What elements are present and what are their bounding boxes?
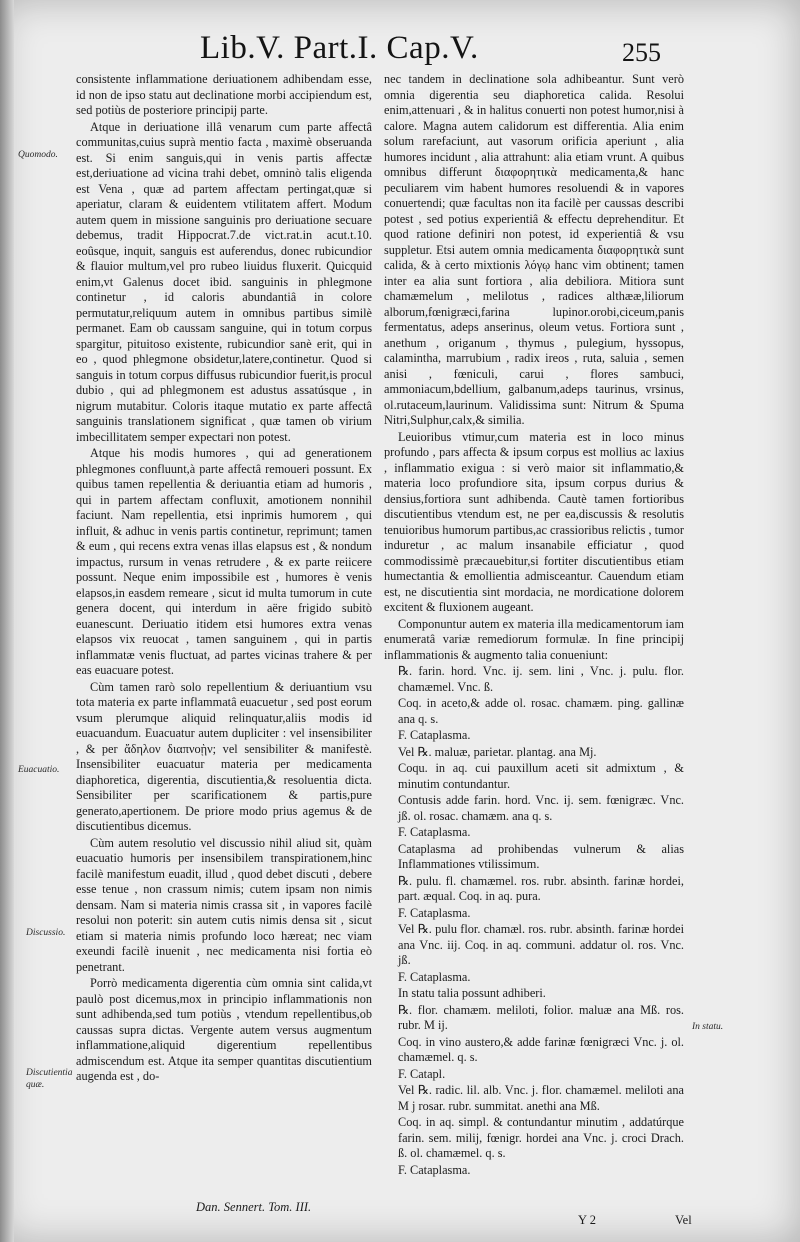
recipe-line: Coq. in aceto,& adde ol. rosac. chamæm. ping. gallinæ ana q. s.	[398, 696, 684, 726]
author-volume-line: Dan. Sennert. Tom. III.	[196, 1200, 312, 1214]
recipe-line: Coqu. in aq. cui pauxillum aceti sit admixtum , & minutim contundantur.	[398, 761, 684, 791]
left-column	[76, 72, 372, 1086]
recipe-line: ℞. farin. hord. Vnc. ij. sem. lini , Vnc. j. pulu. flor. chamæmel. Vnc. ß.	[398, 664, 684, 694]
paragraph: Atque in deriuatione illâ venarum cum parte affectâ communitas,cuius suprà mentio facta , maximè obseruanda est. Si enim sanguis,qui in venis partis affectæ est,deriuatione ad vicina trahi debet, omninò talis eligenda est Vena , quæ ad partem affectam pertingat,quæ si aperiatur, claram & euidentem vtilitatem affert. Modum autem quem in missione sanguinis pro deriuatione secuare debemus, tradit Hippocrat.7.de vict.rat.in acut.t.10. eoûsque, inquit, sanguis est auferendus, donec rubicundior & flauior multum,vel pro rubeo liuidus fluxerit. Quicquid enim,vt Galenus docet ibid. sanguinis in phlegmone continetur , id caloris abundantiâ in colore permutatur,reliquum autem in omnibus partibus similè permanet. Eam ob caussam sanguine, qui in totum corpus spargitur, pituitoso existente, rubicundior sanè erit, qui in eo , quod phlegmone obsidetur,latere,continetur. Quod si sanguis in totum corpus diffusus rubicundior fuerit,is procul dubio , qui ad phlegmonem est adustus assatúsque , in nigrum mutabitur. Coloris itaque mutatio ex parte affectâ sanguinis translationem significat , quæ tamen ob virium imbecillitatem semper expectari non potest.	[76, 119, 372, 444]
right-column	[384, 72, 684, 1179]
recipe-line: F. Cataplasma.	[398, 825, 471, 839]
recipe-line: Coq. in vino austero,& adde farinæ fœnigræci Vnc. j. ol. chamæmel. q. s.	[398, 1034, 684, 1064]
paragraph: Leuioribus vtimur,cum materia est in loco minus profundo , pars affecta & ipsum corpus est mollius ac laxius , inflammatio exigua : si verò maior sit inflammatio,& materia loco profundiore sita, ipsum corpus durius & densius,fortiora sunt adhibenda. Cautè tamen fortioribus discutientibus vtendum est, ne per ea,discussis & resolutis tenuioribus humorum partibus,ac crassioribus relictis , tumor induretur , ac malum insanabile efficiatur , quod commodissimè præcauebitur,si fortiter discutientibus etiam humectantia & emollientia admisceantur. Cauendum etiam est, ne discutientia sint mordacia, ne mordicatione dolorem excitent & fluxionem augeant.	[384, 429, 684, 614]
paragraph: Cùm tamen rarò solo repellentium & deriuantium vsu tota materia ex parte inflammatâ euacuetur , sed post eorum vsum plerumque aliquid relinquatur,aliis modis id euacuandum. Euacuatur autem dupliciter : vel insensibiliter , & per ἄδηλον διαπνοῂν; vel sensibiliter & manifestè. Insensibiliter euacuatur materia per medicamenta diaphoretica, digerentia, discutientia,& resoluentia dicta. Sensibiliter per scarificationem & partis,pure generato,apertionem. De priore modo prius agemus & de discutientibus dicemus.	[76, 679, 372, 833]
paragraph: Atque his modis humores , qui ad generationem phlegmones confluunt,à parte affectâ remoueri possunt. Ex quibus tamen repellentia & deriuantia etiam ad humoris , qui in partem affectam confluxit, amotionem nonnihil faciunt. Nam repellentia, etsi inprimis humorem , qui influit, & adhuc in venis partis continetur, reprimunt; tamen & eum , qui recens extra venas illas elapsus est , & nondum impactus, rursum in venas retrudere , & ex parte reiicere possunt. Neque enim impossibile est , humores è venis elapsos,in easdem remeare , sicut id multa tumorum in cute genera docent, qui interdum in aëre frigido subitò euanescunt. Deriuatio itidem etsi humores extra venas elapsos vix reuocat , tamen sanguinem , qui in partis inflammatæ venis fluctuat, ad partes vicinas trahere & per eas euacuare potest.	[76, 446, 372, 677]
recipe-line: ℞. pulu. fl. chamæmel. ros. rubr. absinth. farinæ hordei, part. æqual. Coq. in aq. pura.	[398, 873, 684, 903]
recipe-line: F. Cataplasma.	[398, 905, 471, 920]
recipe-line: F. Cataplasma.	[398, 1162, 471, 1177]
margin-note-evacuatio: Euacuatio.	[18, 765, 60, 775]
paragraph: nec tandem in declinatione sola adhibeantur. Sunt verò omnia digerentia seu diaphoretica calida. Resolui enim,attenuari , & in halitus conuerti non potest humor,nisi à calore. Magna autem calidorum est differentia. Alia enim solum rarefaciunt, aut vasorum orificia aperiunt , alia humores incidunt , alia attrahunt: alia etiam vrunt. A quibus omnibus differunt διαφορητικὰ medicamenta,& hanc peculiarem vim habent humores resoluendi & in vapores conuertendi; quæ facultas non ita facilè per caussas describi potest , sed potius experientiâ & effectu deprehenditur. Et quod ratione definiri non potest, id experientiâ & vsu suppletur. Etsi autem omnia medicamenta διαφορητικὰ sunt calida, & à certo mixtionis λόγῳ hanc vim obtinent; tamen inter ea alia sunt fortiora , alia debiliora. Mitiora sunt chamæmelum , melilotus , radices althææ,liliorum alborum,fœnigræci,farina lupinor.orobi,ciceum,panis fermentatus, adeps anserinus, oleum vetus. Fortiora sunt , anethum , origanum , thymus , pulegium, hyssopus, calamintha, marrubium , radix ireos , ruta, saluia , semen anisi , fœniculi, carui , flores sambuci, ammoniacum,bdellium, galbanum,adeps taurinus, vrsinus, ol.rutaceum,laurinum. Validissima sunt: Nitrum & Spuma Nitri,Sulphur,calx,& similia.	[384, 72, 684, 427]
paragraph: consistente inflammatione deriuationem adhibendam esse, id non de ipso statu aut declinatione morbi accipiendum est, sed potiùs de posteriore principij parte.	[76, 72, 372, 117]
signature-mark: Y 2	[578, 1213, 596, 1227]
paragraph: Cùm autem resolutio vel discussio nihil aliud sit, quàm euacuatio humoris per insensibilem transpirationem,hinc facilè manifestum euadit, illud , quod debet discuti , debere esse tenue , non crassum nimis; cutem ipsam non nimis densam. Nam si materia nimis crassa sit , in vapores facilè resolui non poterit: sin autem cutis nimis densa sit , sicut etiam si materia nimis profundo loco hæreat; nec viam exeundi facilè inuenit , nec medicamenta nisi fortia eò penetrant.	[76, 835, 372, 974]
page-gutter-shadow	[0, 0, 14, 1242]
page-number: 255	[622, 38, 661, 67]
margin-note-in-statu: In statu.	[692, 1022, 724, 1032]
recipe-line: Cataplasma ad prohibendas vulnerum & alias Inflammationes vtilissimum.	[398, 841, 684, 871]
recipe-line: Coq. in aq. simpl. & contundantur minutim , addatúrque farin. sem. milij, fœnigr. hordei ana Vnc. j. croci Drach. ß. ol. chamæmel. q. s.	[398, 1115, 684, 1160]
recipe-line: F. Cataplasma.	[398, 969, 471, 984]
catchword: Vel	[675, 1213, 692, 1227]
margin-note-discussio: Discussio.	[26, 928, 66, 938]
recipe-line: F. Cataplasma.	[398, 728, 471, 742]
paragraph: Componuntur autem ex materia illa medicamentorum iam enumeratâ variæ remediorum formulæ. In fine principij inflammationis & augmento talia conueniunt:	[384, 616, 684, 662]
recipe-line: In statu talia possunt adhiberi.	[398, 986, 546, 1000]
margin-note-discutientia-2: quæ.	[26, 1080, 45, 1090]
recipe-line: Vel ℞. radic. lil. alb. Vnc. j. flor. chamæmel. meliloti ana M j rosar. rubr. summitat. anethi ana Mß.	[398, 1083, 684, 1113]
recipe-line: Vel ℞. pulu flor. chamæl. ros. rubr. absinth. farinæ hordei ana Vnc. iij. Coq. in aq. communi. addatur ol. ros. Vnc. jß.	[398, 922, 684, 967]
recipe-line: ℞. flor. chamæm. meliloti, folior. maluæ ana Mß. ros. rubr. M ij.	[398, 1002, 684, 1032]
paragraph: Porrò medicamenta digerentia cùm omnia sint calida,vt paulò post dicemus,mox in principio inflammationis non sunt adhibenda,sed tum potiùs , vtendum repellentibus,ob caussas supra dictas. Vergente autem versus augmentum inflammatione,aliquid digerentium repellentibus admiscendum est. Atque ita semper quantitas discutientium augenda est , do-	[76, 976, 372, 1083]
recipe-line: Contusis adde farin. hord. Vnc. ij. sem. fœnigræc. Vnc. jß. ol. rosac. chamæm. ana q. s.	[398, 793, 684, 823]
running-title: Lib.V. Part.I. Cap.V.	[200, 30, 479, 66]
recipe-line: F. Catapl.	[398, 1066, 446, 1081]
recipe-line: Vel ℞. maluæ, parietar. plantag. ana Mj.	[398, 744, 597, 759]
margin-note-quomodo: Quomodo.	[18, 150, 58, 160]
margin-note-discutientia: Discutientia	[26, 1068, 73, 1078]
